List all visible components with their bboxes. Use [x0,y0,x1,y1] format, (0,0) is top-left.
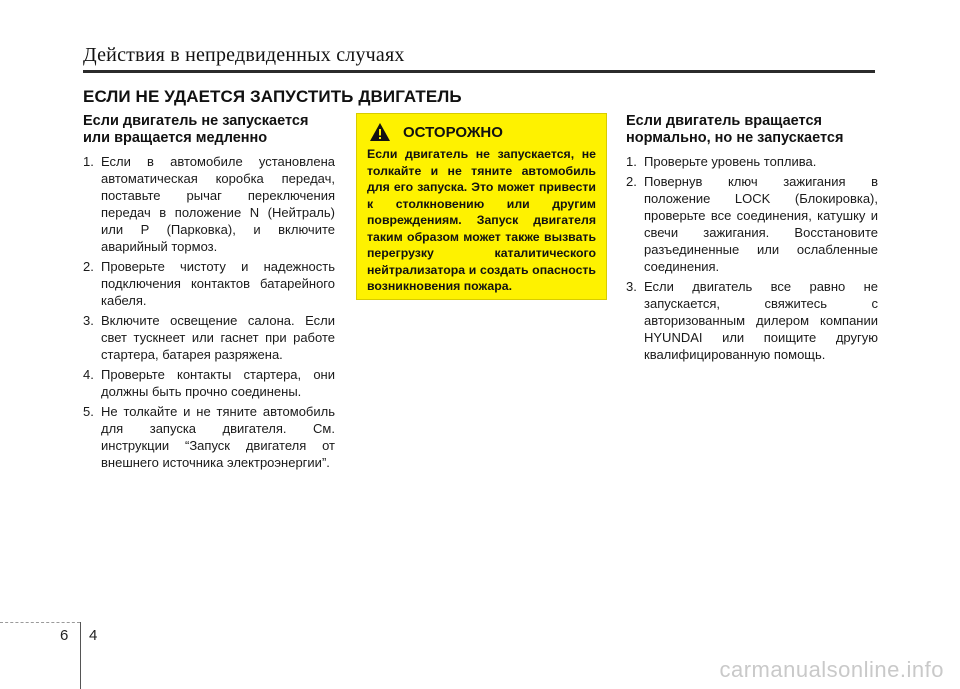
step-number: 3. [626,279,637,294]
list-item [626,153,878,170]
warning-label: ОСТОРОЖНО [403,123,503,141]
step-text: Включите освещение салона. Если свет тускнеет или гаснет при работе стартера, батарея разряжена. [101,313,335,362]
step-number: 4. [83,367,94,382]
step-text: Проверьте уровень топлива. [644,154,817,169]
list-item [83,312,335,363]
page-number: 4 [89,627,98,644]
watermark: carmanualsonline.info [719,657,944,682]
list-item [626,278,878,363]
right-column [626,113,878,366]
step-text: Проверьте чистоту и надежность подключения контактов батарейного кабеля. [101,259,335,308]
step-number: 1. [83,154,94,169]
section-title: ЕСЛИ НЕ УДАЕТСЯ ЗАПУСТИТЬ ДВИГАТЕЛЬ [83,87,462,106]
header-rule [83,70,875,73]
step-text: Не толкайте и не тяните автомобиль для запуска двигателя. См. инструкции “Запуск двигателя от внешнего источника электроэнергии”. [101,404,335,470]
list-item [626,173,878,275]
step-text: Если двигатель все равно не запускается, свяжитесь с авторизованным дилером компании HYUNDAI или поищите другую квалифицированную помощь. [644,279,878,362]
step-number: 2. [83,259,94,274]
footer-dashed-line [0,622,80,623]
page-header-title: Действия в непредвиденных случаях [83,44,405,66]
warning-header [367,122,596,142]
step-text: Проверьте контакты стартера, они должны быть прочно соединены. [101,367,335,399]
right-steps-list [626,153,878,363]
page-number-divider [80,622,81,689]
list-item [83,403,335,471]
step-number: 1. [626,154,637,169]
warning-text: Если двигатель не запускается, не толкайте и не тяните автомобиль для его запуска. Это может привести к столкновению или другим повреждениям. Запуск двигателя таким образом может также вызвать перегрузку каталитического нейтрализатора и создать опасность возникновения пожара. [367,147,596,293]
left-steps-list [83,153,335,471]
list-item [83,366,335,400]
warning-triangle-icon [369,122,391,142]
list-item [83,153,335,255]
list-item [83,258,335,309]
left-subtitle: Если двигатель не запускается или вращается медленно [83,113,309,146]
step-number: 2. [626,174,637,189]
page-chapter-number: 6 [60,627,69,644]
warning-box [356,113,607,300]
left-column [83,113,335,474]
right-subtitle: Если двигатель вращается нормально, но не запускается [626,113,844,146]
step-text: Если в автомобиле установлена автоматическая коробка передач, поставьте рычаг переключения передач в положение N (Нейтраль) или P (Парковка), и включите аварийный тормоз. [101,154,335,254]
step-number: 5. [83,404,94,419]
step-text: Повернув ключ зажигания в положение LOCK (Блокировка), проверьте все соединения, катушку и свечи зажигания. Восстановите разъединенные или ослабленные соединения. [644,174,878,274]
step-number: 3. [83,313,94,328]
